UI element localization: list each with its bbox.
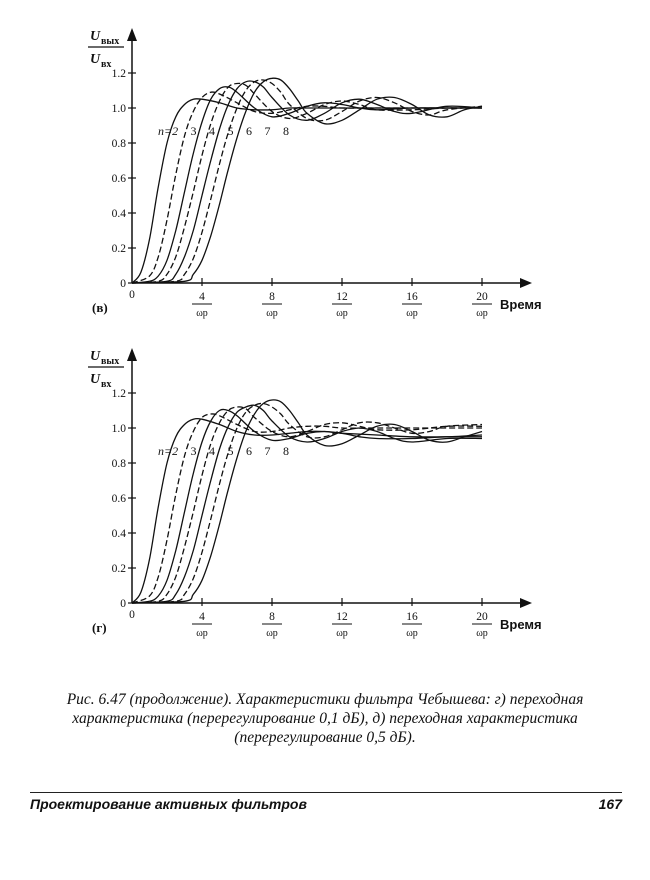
x-tick-numerator: 4 bbox=[199, 291, 205, 303]
y-tick-label: 0.4 bbox=[111, 528, 126, 540]
x-axis-label: Время bbox=[500, 297, 542, 312]
y-tick-label: 1.2 bbox=[111, 388, 126, 400]
y-axis-arrow-icon bbox=[127, 28, 137, 41]
series-line-n6 bbox=[132, 81, 482, 283]
y-tick-label: 0.8 bbox=[111, 138, 126, 150]
x-tick-denominator: ωp bbox=[476, 308, 488, 319]
y-tick-label: 0.2 bbox=[111, 243, 126, 255]
series-label-n7: 7 bbox=[264, 444, 271, 459]
x-tick-denominator: ωp bbox=[406, 628, 418, 639]
x-tick-denominator: ωp bbox=[336, 308, 348, 319]
x-tick-numerator: 16 bbox=[406, 291, 418, 303]
series-line-n4 bbox=[132, 409, 482, 603]
x-tick-numerator: 20 bbox=[476, 611, 488, 623]
series-line-n4 bbox=[132, 87, 482, 283]
chart-panel-v bbox=[0, 20, 650, 350]
y-tick-label: 1.0 bbox=[111, 103, 126, 115]
x-tick-denominator: ωp bbox=[196, 628, 208, 639]
series-label-n5: 5 bbox=[227, 444, 234, 459]
y-tick-label: 0.4 bbox=[111, 208, 126, 220]
panel-label: (в) bbox=[92, 300, 108, 315]
y-label-numerator-sub: вых bbox=[101, 356, 120, 367]
y-tick-label: 0 bbox=[120, 278, 126, 290]
page-number: 167 bbox=[598, 796, 622, 812]
x-axis-label: Время bbox=[500, 617, 542, 632]
chart-svg-v bbox=[0, 20, 650, 350]
x-tick-numerator: 12 bbox=[336, 291, 348, 303]
y-tick-label: 0.8 bbox=[111, 458, 126, 470]
x-axis-arrow-icon bbox=[520, 598, 532, 608]
page-footer bbox=[30, 792, 622, 815]
series-label-n7: 7 bbox=[264, 124, 271, 139]
series-label-n6: 6 bbox=[246, 124, 252, 139]
series-label-n2: n=2 bbox=[158, 124, 179, 139]
series-label-n2: n=2 bbox=[158, 444, 179, 459]
x-tick-numerator: 4 bbox=[199, 611, 205, 623]
figure-caption: Рис. 6.47 (продолжение). Характеристики фильтра Чебышева: г) переходная характеристика (перерегулирование 0,1 дБ), д) переходная характеристика (перерегулирование 0,5 дБ). bbox=[66, 691, 584, 746]
series-label-n8: 8 bbox=[283, 124, 289, 139]
x-tick-denominator: ωp bbox=[406, 308, 418, 319]
y-label-denominator-sub: вх bbox=[101, 379, 112, 390]
y-tick-label: 1.2 bbox=[111, 68, 126, 80]
y-label-numerator-sub: вых bbox=[101, 36, 120, 47]
y-axis-label bbox=[88, 29, 124, 70]
x-tick-label: 0 bbox=[129, 609, 135, 621]
y-label-numerator: U bbox=[90, 29, 101, 44]
series-label-n8: 8 bbox=[283, 444, 289, 459]
y-label-denominator: U bbox=[90, 372, 101, 387]
y-axis-arrow-icon bbox=[127, 348, 137, 361]
y-tick-label: 1.0 bbox=[111, 423, 126, 435]
x-tick-denominator: ωp bbox=[266, 628, 278, 639]
panel-label: (г) bbox=[92, 620, 107, 635]
x-tick-label: 0 bbox=[129, 289, 135, 301]
x-tick-numerator: 16 bbox=[406, 611, 418, 623]
y-label-numerator: U bbox=[90, 349, 101, 364]
x-tick-denominator: ωp bbox=[336, 628, 348, 639]
x-tick-numerator: 20 bbox=[476, 291, 488, 303]
y-tick-label: 0.6 bbox=[111, 173, 126, 185]
x-tick-numerator: 8 bbox=[269, 291, 275, 303]
y-label-denominator-sub: вх bbox=[101, 59, 112, 70]
series-line-n8 bbox=[132, 400, 482, 603]
x-tick-denominator: ωp bbox=[266, 308, 278, 319]
y-label-denominator: U bbox=[90, 52, 101, 67]
series-label-n4: 4 bbox=[209, 444, 215, 459]
y-tick-label: 0.6 bbox=[111, 493, 126, 505]
chart-panel-g bbox=[0, 340, 650, 670]
y-axis-label bbox=[88, 349, 124, 390]
x-tick-denominator: ωp bbox=[476, 628, 488, 639]
series-label-n3: 3 bbox=[190, 444, 197, 459]
y-tick-label: 0 bbox=[120, 598, 126, 610]
series-label-n4: 4 bbox=[209, 124, 215, 139]
series-line-n7 bbox=[132, 80, 482, 283]
x-tick-denominator: ωp bbox=[196, 308, 208, 319]
series-label-n6: 6 bbox=[246, 444, 252, 459]
y-tick-label: 0.2 bbox=[111, 563, 126, 575]
series-label-n3: 3 bbox=[190, 124, 197, 139]
series-label-n5: 5 bbox=[227, 124, 234, 139]
x-tick-numerator: 8 bbox=[269, 611, 275, 623]
footer-title: Проектирование активных фильтров bbox=[30, 796, 307, 812]
x-axis-arrow-icon bbox=[520, 278, 532, 288]
x-tick-numerator: 12 bbox=[336, 611, 348, 623]
chart-svg-g bbox=[0, 340, 650, 670]
